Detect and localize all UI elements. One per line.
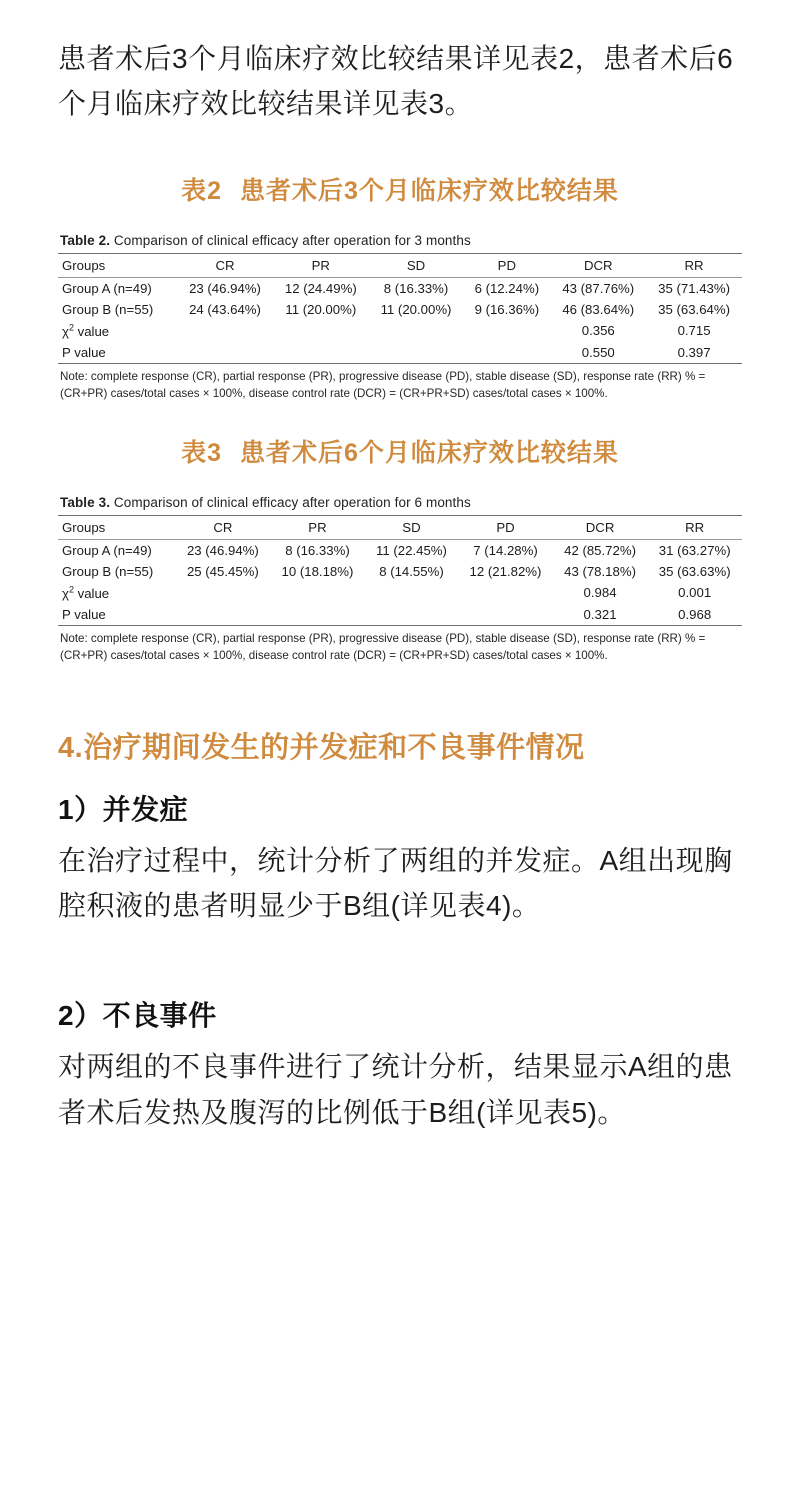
table3-note: Note: complete response (CR), partial response (PR), progressive disease (PD), stable disease (SD), response rate (RR) % = (CR+PR) cases/total cases × 100%, disease control rate (DCR) = (CR+PR+SD) cases/total cases × 100%. xyxy=(60,632,706,662)
table3-col-4: PD xyxy=(458,515,553,539)
spacer xyxy=(58,938,742,972)
cell: 12 (21.82%) xyxy=(469,563,542,579)
subsection-2-heading: 2）不良事件 xyxy=(58,1000,217,1032)
table2-title-label: Table 2. xyxy=(60,232,111,248)
cell: 0.001 xyxy=(678,585,712,601)
cell xyxy=(273,342,369,364)
table-row xyxy=(58,277,742,299)
table3-block xyxy=(58,495,742,665)
table3-caption-text: 患者术后6个月临床疗效比较结果 xyxy=(240,438,619,467)
table3-col-5: DCR xyxy=(553,515,648,539)
table-row xyxy=(58,582,742,604)
table3-title-label: Table 3. xyxy=(60,494,111,510)
cell xyxy=(58,320,177,342)
cell: 42 (85.72%) xyxy=(564,542,636,558)
cell: 35 (71.43%) xyxy=(658,280,730,296)
cell: Group B (n=55) xyxy=(62,563,154,579)
cell: 8 (16.33%) xyxy=(383,280,449,296)
table2-col-2: PR xyxy=(273,253,369,277)
cell xyxy=(369,342,464,364)
table-row xyxy=(58,342,742,364)
chi-square-label: $\chi^2$ value xyxy=(62,322,110,340)
table3-caption-number: 表3 xyxy=(181,438,222,467)
cell: 23 (46.94%) xyxy=(189,280,261,296)
cell: 0.984 xyxy=(583,585,617,601)
cell xyxy=(177,342,273,364)
cell xyxy=(176,582,271,604)
cell: 24 (43.64%) xyxy=(189,301,261,317)
chi-square-label: $\chi^2$ value xyxy=(62,584,110,602)
table3-col-6: RR xyxy=(647,515,742,539)
cell: 43 (87.76%) xyxy=(562,280,635,296)
cell: 23 (46.94%) xyxy=(186,542,259,558)
table2-caption-text: 患者术后3个月临床疗效比较结果 xyxy=(240,176,619,205)
table-row xyxy=(58,604,742,626)
cell xyxy=(463,342,550,364)
cell: 11 (20.00%) xyxy=(380,301,452,317)
table-row xyxy=(58,539,742,561)
table-row xyxy=(58,320,742,342)
table-header-row xyxy=(58,253,742,277)
table2-caption xyxy=(58,171,742,207)
cell: P value xyxy=(58,604,176,626)
cell: 8 (16.33%) xyxy=(285,542,350,558)
cell: Group A (n=49) xyxy=(62,280,152,296)
cell: 0.397 xyxy=(646,342,742,364)
table3-title-text: Comparison of clinical efficacy after operation for 6 months xyxy=(110,494,471,510)
table2-col-1: CR xyxy=(177,253,273,277)
table2-col-4: PD xyxy=(463,253,550,277)
table2-col-0: Groups xyxy=(58,253,177,277)
table-row xyxy=(58,299,742,320)
cell xyxy=(369,320,464,342)
table2-title-text: Comparison of clinical efficacy after operation for 3 months xyxy=(110,232,471,248)
cell: 10 (18.18%) xyxy=(281,563,354,579)
table3-col-1: CR xyxy=(176,515,271,539)
cell xyxy=(58,582,176,604)
cell xyxy=(273,320,369,342)
table2-caption-number: 表2 xyxy=(181,176,222,205)
cell: 0.550 xyxy=(550,342,646,364)
cell: 0.356 xyxy=(581,323,615,339)
table3-data xyxy=(58,515,742,626)
cell: 11 (20.00%) xyxy=(285,301,357,317)
table-header-row xyxy=(58,515,742,539)
table3-caption xyxy=(58,433,742,469)
cell: 7 (14.28%) xyxy=(473,542,538,558)
cell: 6 (12.24%) xyxy=(474,280,540,296)
intro-paragraph: 患者术后3个月临床疗效比较结果详见表2，患者术后6个月临床疗效比较结果详见表3。 xyxy=(58,43,734,120)
table3-col-0: Groups xyxy=(58,515,176,539)
cell xyxy=(176,604,271,626)
table2-data xyxy=(58,253,742,364)
table2-title xyxy=(58,233,742,253)
cell: 11 (22.45%) xyxy=(376,542,447,558)
cell: P value xyxy=(58,342,177,364)
table3-col-3: SD xyxy=(365,515,458,539)
subsection-2-paragraph: 对两组的不良事件进行了统计分析，结果显示A组的患者术后发热及腹泻的比例低于B组(详见表5)。 xyxy=(58,1051,733,1128)
cell: 0.968 xyxy=(647,604,742,626)
cell: 31 (63.27%) xyxy=(658,542,731,558)
cell: 8 (14.55%) xyxy=(379,563,444,579)
cell: 25 (45.45%) xyxy=(186,563,259,579)
cell: Group B (n=55) xyxy=(62,301,154,317)
section-heading: 4.治疗期间发生的并发症和不良事件情况 xyxy=(58,731,585,764)
cell xyxy=(458,582,553,604)
cell xyxy=(270,604,365,626)
cell xyxy=(458,604,553,626)
cell xyxy=(365,582,458,604)
cell xyxy=(177,320,273,342)
table2-col-5: DCR xyxy=(550,253,646,277)
cell: 0.321 xyxy=(553,604,648,626)
cell: 0.715 xyxy=(677,323,711,339)
cell: 12 (24.49%) xyxy=(284,280,357,296)
table2-col-6: RR xyxy=(646,253,742,277)
cell: 46 (83.64%) xyxy=(562,301,635,317)
table2-note: Note: complete response (CR), partial response (PR), progressive disease (PD), stable disease (SD), response rate (RR) % = (CR+PR) cases/total cases × 100%, disease control rate (DCR) = (CR+PR+SD) cases/total cases × 100%. xyxy=(60,370,706,400)
cell xyxy=(463,320,550,342)
cell: 43 (78.18%) xyxy=(564,563,636,579)
table-row xyxy=(58,561,742,582)
cell: 35 (63.63%) xyxy=(658,563,731,579)
table2-block xyxy=(58,233,742,403)
table3-col-2: PR xyxy=(270,515,365,539)
cell: 35 (63.64%) xyxy=(658,301,730,317)
subsection-1-paragraph: 在治疗过程中，统计分析了两组的并发症。A组出现胸腔积液的患者明显少于B组(详见表4)。 xyxy=(58,844,733,922)
cell xyxy=(270,582,365,604)
subsection-1-heading: 1）并发症 xyxy=(58,793,189,825)
cell xyxy=(365,604,458,626)
table2-col-3: SD xyxy=(369,253,464,277)
cell: Group A (n=49) xyxy=(62,542,152,558)
table3-title xyxy=(58,495,742,515)
cell: 9 (16.36%) xyxy=(474,301,540,317)
